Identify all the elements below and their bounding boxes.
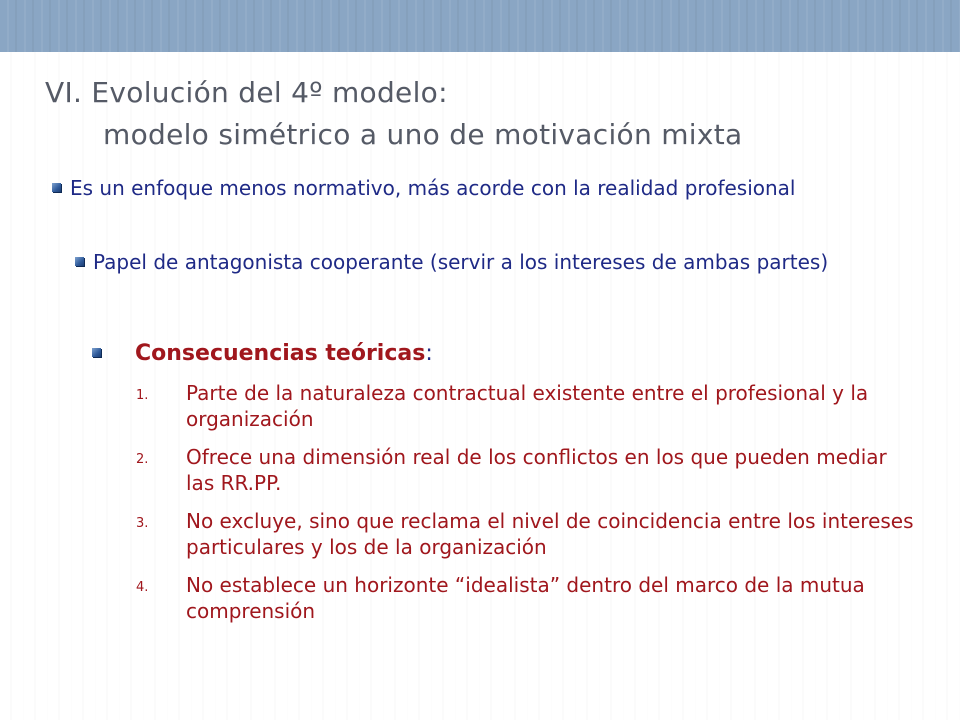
list-item [136, 380, 916, 432]
consequences-heading-text: Consecuencias teóricas [135, 341, 426, 366]
item-number: 1. [136, 388, 149, 403]
bullet-normative-text: Es un enfoque menos normativo, más acorde con la realidad profesional [70, 176, 796, 200]
square-bullet-icon [92, 348, 101, 357]
consequences-list [136, 380, 916, 636]
item-text: Parte de la naturaleza contractual existente entre el profesional y la organización [186, 381, 869, 431]
item-number: 2. [136, 452, 149, 467]
item-number: 3. [136, 516, 149, 531]
list-item [136, 572, 916, 624]
consequences-heading [92, 337, 433, 371]
item-text: No establece un horizonte “idealista” dentro del marco de la mutua comprensión [186, 573, 865, 623]
title-line-1: VI. Evolución del 4º modelo: [45, 76, 448, 109]
item-text: Ofrece una dimensión real de los conflictos en los que pueden mediar las RR.PP. [186, 445, 887, 495]
square-bullet-icon [75, 257, 84, 266]
item-number: 4. [136, 580, 149, 595]
list-item [136, 444, 916, 496]
bullet-antagonist [75, 246, 905, 278]
header-bar [0, 0, 960, 52]
title-line-2: modelo simétrico a uno de motivación mixta [103, 118, 743, 151]
bullet-antagonist-text: Papel de antagonista cooperante (servir a los intereses de ambas partes) [93, 250, 829, 274]
slide-title [45, 72, 742, 156]
consequences-heading-colon: : [425, 341, 433, 366]
bullet-normative [52, 168, 912, 208]
square-bullet-icon [52, 183, 61, 192]
item-text: No excluye, sino que reclama el nivel de coincidencia entre los intereses particulares y los de la organización [186, 509, 914, 559]
list-item [136, 508, 916, 560]
